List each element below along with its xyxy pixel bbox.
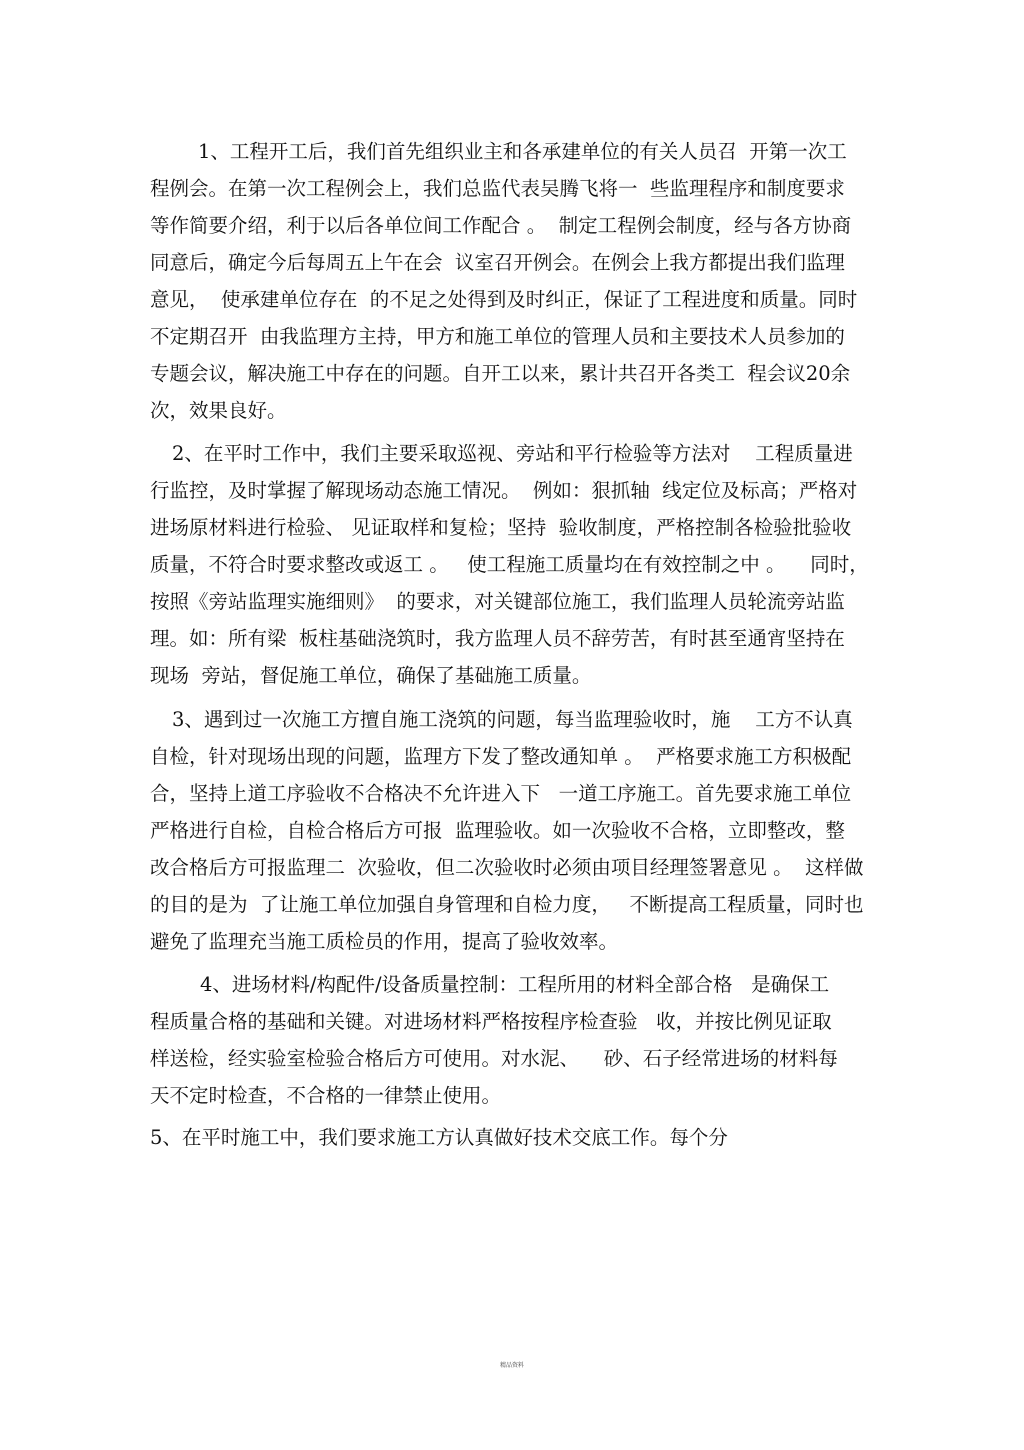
paragraph-line: 天不定时检查，不合格的一律禁止使用。 xyxy=(150,1084,502,1107)
paragraph-line: 的目的是为 了让施工单位加强自身管理和自检力度， 不断提高工程质量，同时也 xyxy=(150,893,864,916)
paragraph-line: 行监控，及时掌握了解现场动态施工情况。 例如：狠抓轴 线定位及标高；严格对 xyxy=(150,479,858,502)
paragraph-line: 合，坚持上道工序验收不合格决不允许进入下 一道工序施工。首先要求施工单位 xyxy=(150,782,852,805)
paragraph-line: 4、进场材料/构配件/设备质量控制：工程所用的材料全部合格 是确保工 xyxy=(200,973,830,996)
paragraph-line: 按照《旁站监理实施细则》 的要求，对关键部位施工，我们监理人员轮流旁站监 xyxy=(150,590,845,613)
paragraph-line: 样送检，经实验室检验合格后方可使用。对水泥、 砂、石子经常进场的材料每 xyxy=(150,1047,838,1070)
paragraph-line: 同意后，确定今后每周五上午在会 议室召开例会。在例会上我方都提出我们监理 xyxy=(150,251,845,274)
footer-mark: 精品资料 xyxy=(499,1362,524,1369)
paragraph-line: 意见， 使承建单位存在 的不足之处得到及时纠正，保证了工程进度和质量。同时 xyxy=(150,288,858,311)
paragraph-line: 程质量合格的基础和关键。对进场材料严格按程序检查验 收，并按比例见证取 xyxy=(150,1010,832,1033)
paragraph-line: 等作简要介绍，利于以后各单位间工作配合 。 制定工程例会制度，经与各方协商 xyxy=(150,214,852,237)
paragraph-line: 理。如：所有梁 板柱基础浇筑时，我方监理人员不辞劳苦，有时甚至通宵坚持在 xyxy=(150,627,845,650)
paragraph-line: 自检，针对现场出现的问题，监理方下发了整改通知单 。 严格要求施工方积极配 xyxy=(150,745,852,768)
paragraph-line: 现场 旁站，督促施工单位，确保了基础施工质量。 xyxy=(150,664,592,687)
paragraph-line: 改合格后方可报监理二 次验收，但二次验收时必须由项目经理签署意见 。 这样做 xyxy=(150,856,864,879)
paragraph-line: 避免了监理充当施工质检员的作用，提高了验收效率。 xyxy=(150,930,619,953)
paragraph-line: 3、遇到过一次施工方擅自施工浇筑的问题，每当监理验收时，施 工方不认真 xyxy=(172,708,853,731)
paragraph-line: 严格进行自检，自检合格后方可报 监理验收。如一次验收不合格，立即整改，整 xyxy=(150,819,845,842)
paragraph-line: 1、工程开工后，我们首先组织业主和各承建单位的有关人员召 开第一次工 xyxy=(198,140,847,163)
paragraph-line: 程例会。在第一次工程例会上，我们总监代表吴腾飞将一 些监理程序和制度要求 xyxy=(150,177,845,200)
paragraph-line: 质量，不符合时要求整改或返工 。 使工程施工质量均在有效控制之中 。 同时， xyxy=(150,553,869,576)
paragraph-line: 专题会议，解决施工中存在的问题。自开工以来，累计共召开各类工 程会议20余 xyxy=(150,362,851,385)
paragraph-line: 次，效果良好。 xyxy=(150,399,287,422)
paragraph-line: 进场原材料进行检验、 见证取样和复检；坚持 验收制度，严格控制各检验批验收 xyxy=(150,516,852,539)
paragraph-line: 2、在平时工作中，我们主要采取巡视、旁站和平行检验等方法对 工程质量进 xyxy=(172,442,853,465)
paragraph-line: 不定期召开 由我监理方主持，甲方和施工单位的管理人员和主要技术人员参加的 xyxy=(150,325,845,348)
paragraph-line: 5、在平时施工中，我们要求施工方认真做好技术交底工作。每个分 xyxy=(150,1126,728,1149)
